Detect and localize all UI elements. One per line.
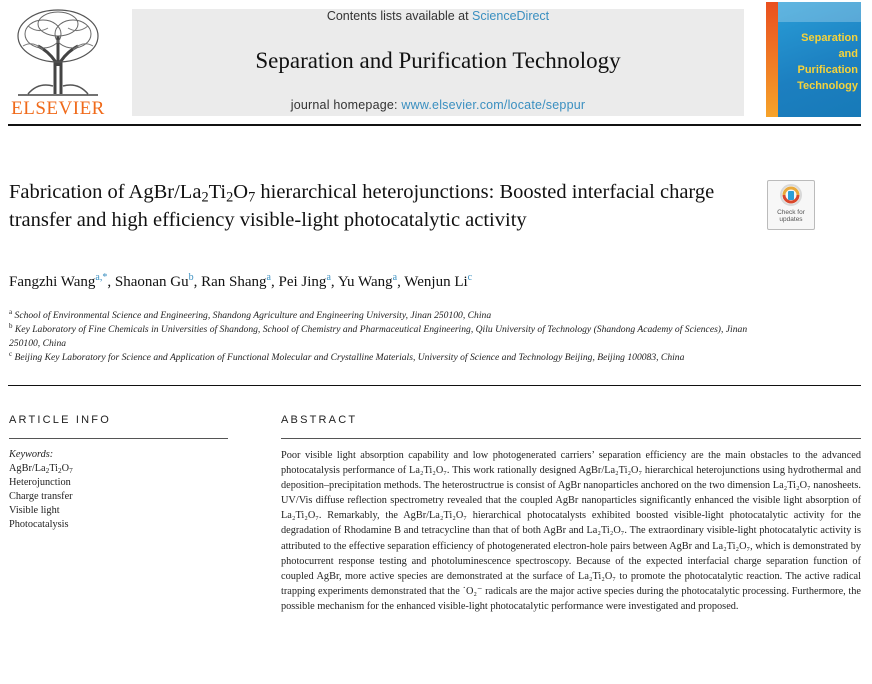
publisher-name: ELSEVIER	[11, 98, 105, 119]
contents-prefix: Contents lists available at	[326, 9, 473, 23]
contents-line	[132, 9, 744, 23]
cover-title-line: Separation	[801, 32, 858, 44]
author-affiliation-mark: a	[266, 272, 271, 283]
section-divider	[8, 385, 861, 386]
keyword: Charge transfer	[9, 491, 73, 502]
author-name[interactable]: Pei Jing	[278, 274, 327, 290]
keyword: Heterojunction	[9, 477, 71, 488]
article-info-rule	[9, 438, 228, 439]
author-affiliation-mark: b	[188, 272, 194, 283]
check-updates-icon	[780, 184, 802, 206]
keyword: Visible light	[9, 505, 60, 516]
affiliation-b: $^b$ Key Laboratory of Fine Chemicals in Universities of Shandong, School of Chemistry and Pharmaceutical Engineering, Qilu University of Technology (Shandong Academy of Sciences), Jinan 250100, China	[9, 322, 748, 350]
keywords-heading: Keywords:	[9, 449, 54, 460]
homepage-line	[132, 98, 744, 112]
author-affiliation-mark: a	[392, 272, 398, 283]
keyword: Photocatalysis	[9, 519, 69, 530]
sciencedirect-link[interactable]: ScienceDirect	[472, 9, 550, 23]
keyword: AgBr/$La_2Ti_2O_7$	[9, 463, 73, 475]
author-name[interactable]: Shaonan Gu	[114, 274, 189, 290]
cover-title-line: Technology	[797, 80, 858, 92]
cover-title-line: and Purification	[797, 48, 858, 76]
keywords-block	[9, 448, 229, 532]
author-affiliation-mark: a,*	[95, 272, 108, 283]
author-name[interactable]: Fangzhi Wang	[9, 274, 96, 290]
abstract-rule	[281, 438, 861, 439]
affiliation-a: $^a$ School of Environmental Science and Engineering, Shandong Agriculture and Engineering University, Jinan 250100, China	[9, 308, 492, 322]
affiliation-c: $^c$ Beijing Key Laboratory for Science and Application of Functional Molecular and Crystalline Materials, University of Science and Technology Beijing, Beijing 100083, China	[9, 350, 685, 364]
homepage-prefix: journal homepage:	[290, 98, 402, 112]
journal-homepage-link[interactable]: www.elsevier.com/locate/seppur	[401, 98, 586, 112]
check-updates-label: Check for updates	[777, 209, 805, 223]
cover-title	[784, 30, 858, 94]
author-name[interactable]: Yu Wang	[337, 274, 393, 290]
header-divider	[8, 124, 861, 126]
author-affiliation-mark: c	[467, 272, 473, 283]
abstract-heading: ABSTRACT	[281, 414, 358, 426]
author-name[interactable]: Ran Shang	[201, 274, 267, 290]
check-for-updates-button[interactable]	[767, 180, 815, 230]
author-name[interactable]: Wenjun Li	[404, 274, 468, 290]
article-info-heading: ARTICLE INFO	[9, 414, 111, 426]
journal-title: Separation and Purification Technology	[255, 48, 621, 73]
author-affiliation-mark: a	[326, 272, 331, 283]
author-list: Fangzhi Wang$^{a,*}$, Shaonan Gu$^b$, Ran Shang$^a$, Pei Jing$^a$, Yu Wang$^a$, Wenjun Li$^c$	[9, 272, 473, 290]
abstract-text: Poor visible light absorption capability and low photogenerated carriers’ separation efficiency are the main obstacles to the advanced photocatalysis performance of La₂Ti₂O₇. This work rationally designed AgBr/La₂Ti₂O₇ hierarchical heterojunctions using hydrothermal and deposition–precipitation methods. The heterostructrue is consist of AgBr nanoparticles anchored on the two dimension La₂Ti₂O₇ nanosheets. UV/Vis diffuse reflection spectrometry revealed that the coupled AgBr nanoparticles significantly enhanced the visible light absorption of La₂Ti₂O₇. Remarkably, the AgBr/La₂Ti₂O₇ hierarchical photocatalysts exhibited boosted visible-light photocatalytic activity for the degradation of Rhodamine B and tetracycline than that of both AgBr and La₂Ti₂O₇. The extraordinary visible-light photocatalytic activity is attributed to the effective separation efficiency of photogenerated electron-hole pairs between AgBr and La₂Ti₂O₇, which is demonstrated by photocurrent response testing and photoluminescence spectroscopy. Because of the expected interfacial charge separation function of coupled AgBr, more active species are demonstrated at the surface of La₂Ti₂O₇ to promote the photocatalytic reaction. The active radical trapping experiments demonstrated that the ˙O₂⁻ radicals are the major active species during the photocatalytic processing. Furthermore, the possible mechanism for the enhanced visible-light photocatalytic performance were investigated and proposed.	[281, 450, 861, 612]
journal-cover	[766, 2, 861, 117]
article-title: Fabrication of AgBr/$La_2Ti_2O_7$ hierarchical heterojunctions: Boosted interfacial charge transfer and high efficiency visible-light photocatalytic activity	[9, 181, 715, 231]
